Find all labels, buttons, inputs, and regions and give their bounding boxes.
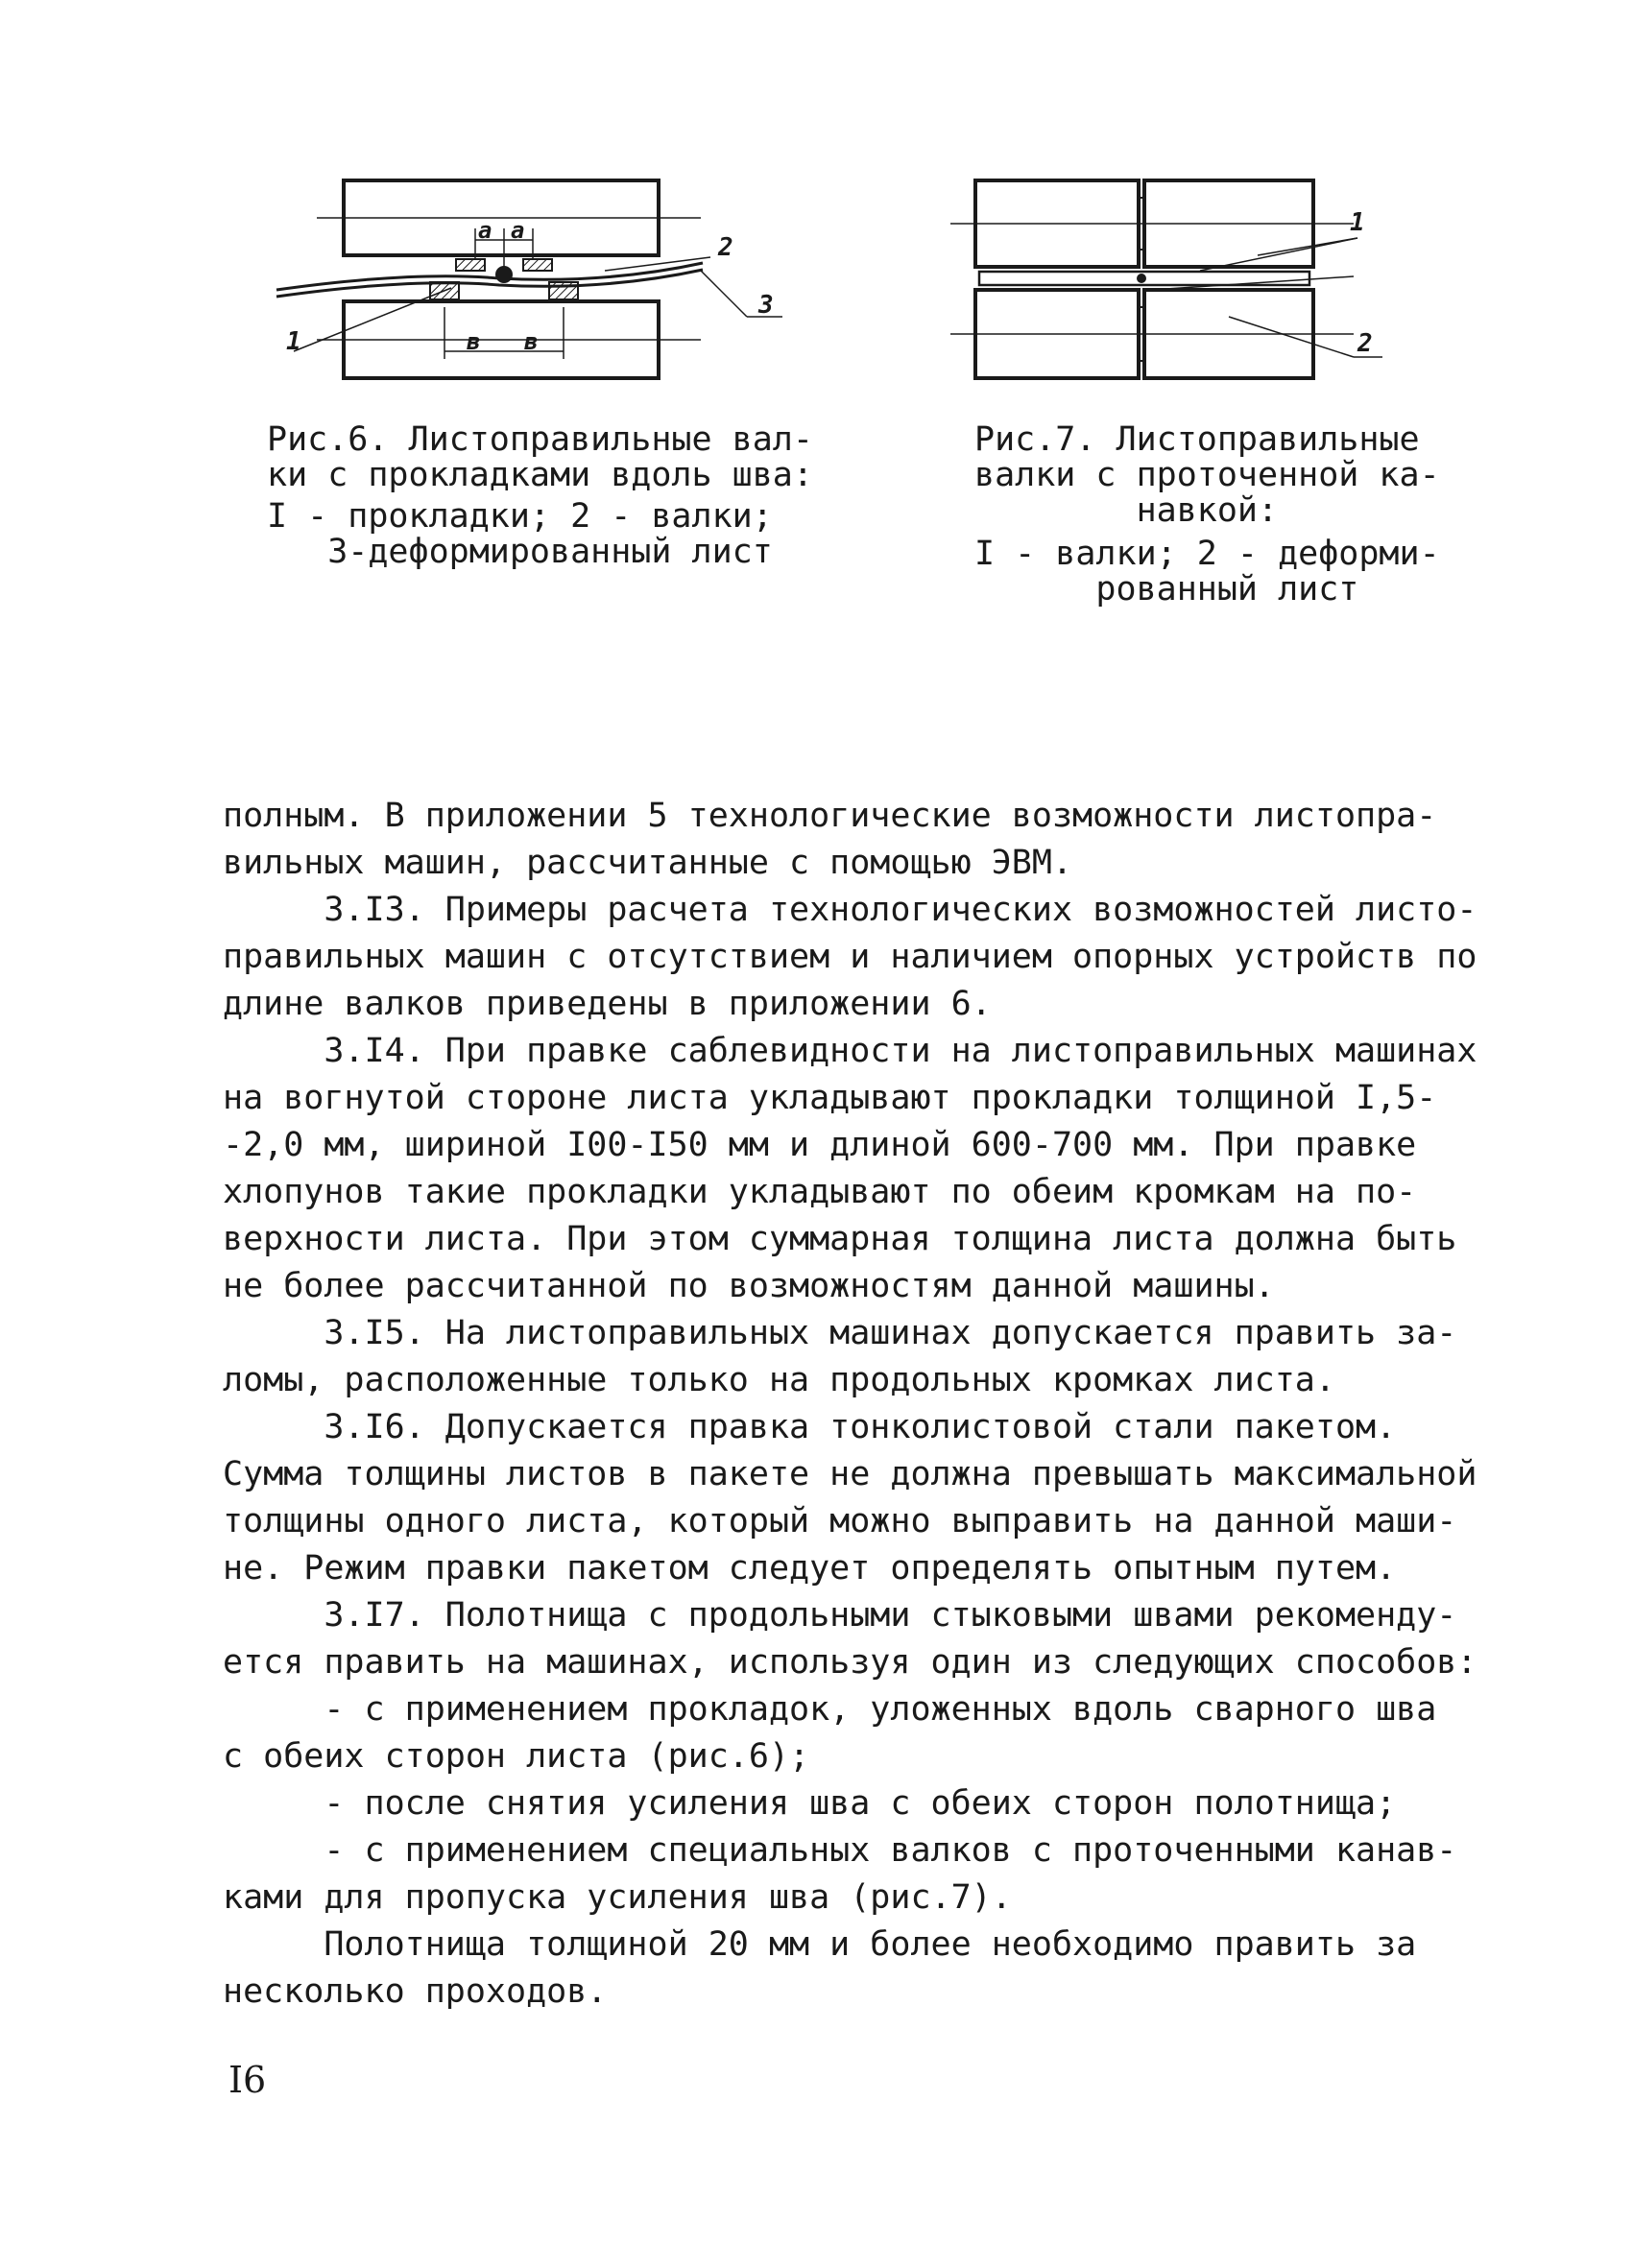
body-text	[223, 793, 1477, 2016]
text-line: вильных машин, рассчитанные с помощью ЭВМ.	[223, 844, 1073, 882]
text-line: - после снятия усиления шва с обеих сторон полотнища;	[223, 1784, 1397, 1823]
caption-line: валки с проточенной ка-	[974, 456, 1440, 494]
text-line: несколько проходов.	[223, 1972, 608, 2011]
text-line: полным. В приложении 5 технологические возможности листопра-	[223, 797, 1437, 835]
text-line: верхности листа. При этом суммарная толщина листа должна быть	[223, 1220, 1457, 1258]
figure-7-caption	[974, 422, 1440, 608]
text-line: длине валков приведены в приложении 6.	[223, 985, 992, 1023]
text-line: 3.I7. Полотнища с продольными стыковыми швами рекоменду-	[223, 1596, 1457, 1635]
label-2: 2	[1357, 329, 1373, 358]
text-line: - с применением прокладок, уложенных вдоль сварного шва	[223, 1690, 1437, 1729]
caption-line: навкой:	[974, 491, 1279, 530]
text-line: - с применением специальных валков с проточенными канав-	[223, 1831, 1457, 1870]
label-b2: в	[524, 328, 539, 355]
figure-7-grooved-rollers	[950, 163, 1392, 394]
text-line: -2,0 мм, шириной I00-I50 мм и длиной 600-700 мм. При правке	[223, 1126, 1417, 1164]
label-a1: a	[478, 217, 492, 244]
text-line: на вогнутой стороне листа укладывают прокладки толщиной I,5-	[223, 1079, 1437, 1117]
text-line: 3.I3. Примеры расчета технологических возможностей листо-	[223, 891, 1477, 929]
text-line: ломы, расположенные только на продольных кромках листа.	[223, 1361, 1335, 1399]
figure-6-caption	[267, 422, 813, 570]
label-3: 3	[758, 291, 774, 320]
shim	[549, 282, 578, 299]
caption-line: рованный лист	[974, 570, 1359, 609]
shim	[456, 259, 485, 271]
page-number: I6	[228, 2059, 267, 2101]
text-line: 3.I5. На листоправильных машинах допускается править за-	[223, 1314, 1457, 1352]
caption-line: ки с прокладками вдоль шва:	[267, 456, 813, 494]
label-b1: в	[467, 328, 481, 355]
text-line: ется править на машинах, используя один из следующих способов:	[223, 1643, 1477, 1682]
text-line: Сумма толщины листов в пакете не должна превышать максимальной	[223, 1455, 1477, 1493]
figure-6-rollers-with-shims	[259, 163, 797, 394]
label-a2: a	[511, 217, 525, 244]
caption-line: I - прокладки; 2 - валки;	[267, 497, 773, 536]
label-1: 1	[1350, 208, 1365, 237]
text-line: толщины одного листа, который можно выправить на данной маши-	[223, 1502, 1457, 1540]
weld-bead	[1137, 274, 1146, 283]
label-2: 2	[718, 233, 733, 262]
caption-line: 3-деформированный лист	[267, 533, 773, 571]
text-line: Полотнища толщиной 20 мм и более необходимо править за	[223, 1925, 1417, 1964]
text-line: не. Режим правки пакетом следует определять опытным путем.	[223, 1549, 1397, 1588]
label-1: 1	[286, 327, 301, 356]
text-line: с обеих сторон листа (рис.6);	[223, 1737, 810, 1776]
weld-bead	[495, 266, 513, 283]
text-line: ками для пропуска усиления шва (рис.7).	[223, 1878, 1012, 1917]
text-line: хлопунов такие прокладки укладывают по обеим кромкам на по-	[223, 1173, 1417, 1211]
caption-line: Рис.6. Листоправильные вал-	[267, 420, 813, 459]
text-line: не более рассчитанной по возможностям данной машины.	[223, 1267, 1275, 1305]
text-line: 3.I6. Допускается правка тонколистовой стали пакетом.	[223, 1408, 1397, 1446]
shim	[523, 259, 552, 271]
text-line: правильных машин с отсутствием и наличием опорных устройств по	[223, 938, 1477, 976]
text-line: 3.I4. При правке саблевидности на листоправильных машинах	[223, 1032, 1477, 1070]
caption-line: I - валки; 2 - деформи-	[974, 535, 1440, 573]
caption-line: Рис.7. Листоправильные	[974, 420, 1420, 459]
